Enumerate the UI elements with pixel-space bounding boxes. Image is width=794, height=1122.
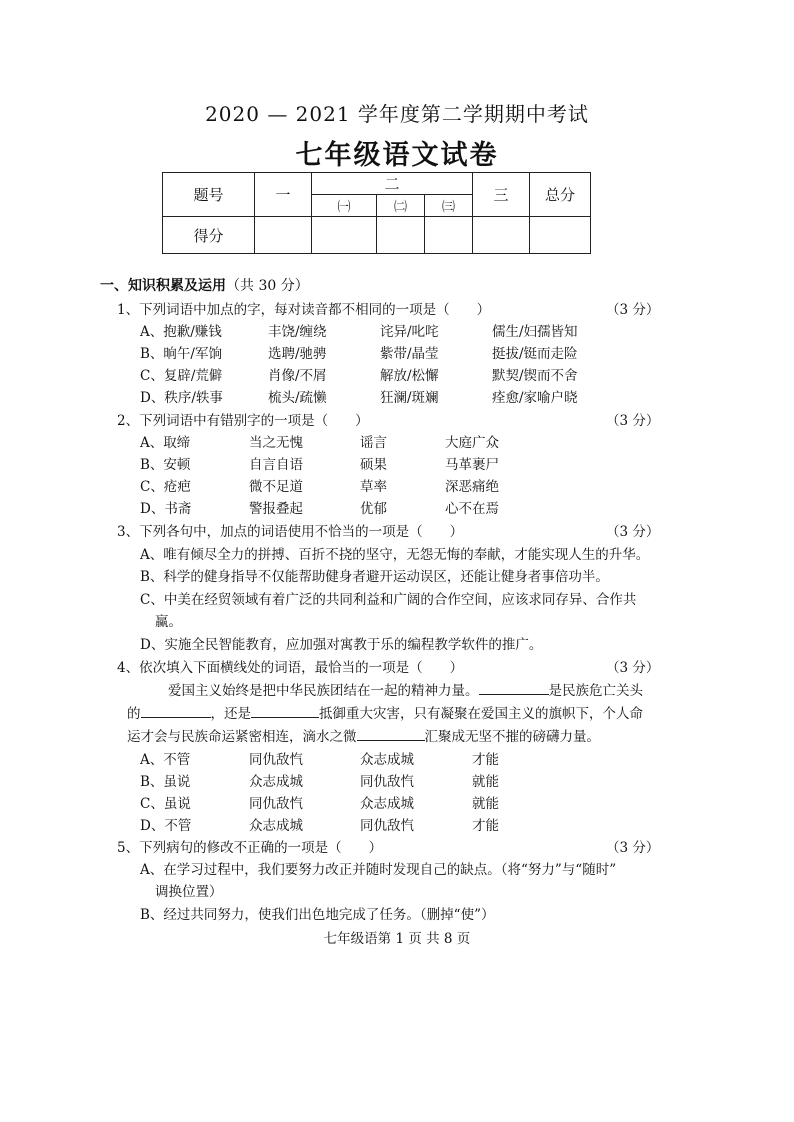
question-3-score: （3 分） <box>606 524 660 540</box>
option-cell: 才能 <box>472 818 499 834</box>
option-cell: 同仇敌忾 <box>249 796 303 812</box>
option-cell: D、书斋 <box>140 501 192 517</box>
section-points: （共 30 分） <box>226 278 309 294</box>
score-table-col-total: 总分 <box>530 173 591 217</box>
option-cell: 硕果 <box>360 457 387 473</box>
question-2-stem: 2、下列词语中有错别字的一项是（ ） <box>117 413 369 429</box>
option-cell: 狂澜/斑斓 <box>380 390 439 406</box>
option-cell: 心不在焉 <box>445 501 499 517</box>
score-table-col-2: 二 <box>312 173 473 195</box>
option-cell: 痊愈/家喻户晓 <box>492 390 578 406</box>
option-cell: 众志成城 <box>360 752 414 768</box>
score-table-label-number: 题号 <box>163 173 255 217</box>
option-cell: 就能 <box>472 774 499 790</box>
question-4-passage-line-1 <box>168 679 643 699</box>
option-cell: B、安顿 <box>140 457 191 473</box>
option-cell: 选聘/驰骋 <box>268 346 327 362</box>
option-cell: C、虽说 <box>140 796 191 812</box>
question-3-option-c-cont: 赢。 <box>155 614 182 630</box>
fill-blank <box>479 682 549 695</box>
option-cell: A、取缔 <box>140 435 191 451</box>
option-cell: 同仇敌忾 <box>249 752 303 768</box>
passage-text: 是民族危亡关头 <box>548 683 643 699</box>
passage-text: 抵御重大灾害，只有凝聚在爱国主义的旗帜下，个人命 <box>319 706 643 722</box>
question-2-score: （3 分） <box>606 413 660 429</box>
option-cell: 肖像/不屑 <box>268 368 327 384</box>
passage-text: 运才会与民族命运紧密相连，滴水之微 <box>127 729 357 745</box>
option-cell: C、疮疤 <box>140 479 191 495</box>
option-cell: 自言自语 <box>249 457 303 473</box>
option-cell: 才能 <box>472 752 499 768</box>
option-cell: 默契/锲而不舍 <box>492 368 578 384</box>
option-cell: 谣言 <box>360 435 387 451</box>
score-cell <box>425 217 473 254</box>
score-table-sub-3: ㈢ <box>425 195 473 217</box>
score-table-label-score: 得分 <box>163 217 255 254</box>
passage-text: 汇聚成无坚不摧的磅礴力量。 <box>424 729 600 745</box>
passage-text: ，还是 <box>210 706 251 722</box>
option-cell: 紫带/晶莹 <box>380 346 439 362</box>
page-footer: 七年级语第 1 页 共 8 页 <box>323 931 471 947</box>
question-3-option-b: B、科学的健身指导不仅能帮助健身者避开运动误区，还能让健身者事倍功半。 <box>140 569 609 585</box>
question-4-passage-line-3 <box>127 725 600 745</box>
passage-text: 爱国主义始终是把中华民族团结在一起的精神力量。 <box>168 683 479 699</box>
question-3-option-d: D、实施全民智能教育，应加强对寓教于乐的编程教学软件的推广。 <box>140 637 543 653</box>
option-cell: 众志成城 <box>249 818 303 834</box>
score-table-col-1: 一 <box>255 173 312 217</box>
option-cell: D、秩序/轶事 <box>140 390 223 406</box>
option-cell: 解放/松懈 <box>380 368 439 384</box>
option-cell: C、复辟/荒僻 <box>140 368 223 384</box>
option-cell: 同仇敌忾 <box>360 818 414 834</box>
fill-blank <box>251 705 319 718</box>
score-cell <box>255 217 312 254</box>
option-cell: A、抱歉/赚钱 <box>140 324 222 340</box>
score-table <box>162 172 591 254</box>
option-cell: 梳头/疏懒 <box>268 390 327 406</box>
passage-text: 的 <box>127 706 141 722</box>
option-cell: 草率 <box>360 479 387 495</box>
question-4-score: （3 分） <box>606 660 660 676</box>
question-3-option-a: A、唯有倾尽全力的拼搏、百折不挠的坚守，无怨无悔的奉献，才能实现人生的升华。 <box>140 547 650 563</box>
option-cell: 众志成城 <box>360 796 414 812</box>
option-cell: 大庭广众 <box>445 435 499 451</box>
option-cell: 挺拔/铤而走险 <box>492 346 578 362</box>
option-cell: 诧异/叱咤 <box>380 324 439 340</box>
score-cell <box>377 217 425 254</box>
exam-paper-title: 七年级语文试卷 <box>295 140 499 171</box>
option-cell: 儒生/妇孺皆知 <box>492 324 578 340</box>
option-cell: 优郁 <box>360 501 387 517</box>
option-cell: B、虽说 <box>140 774 191 790</box>
question-1-score: （3 分） <box>606 302 660 318</box>
option-cell: B、晌午/军饷 <box>140 346 222 362</box>
score-cell <box>312 217 377 254</box>
question-3-stem: 3、下列各句中，加点的词语使用不恰当的一项是（ ） <box>117 524 464 540</box>
fill-blank <box>357 728 425 741</box>
option-cell: 众志成城 <box>249 774 303 790</box>
score-table-sub-1: ㈠ <box>312 195 377 217</box>
option-cell: 就能 <box>472 796 499 812</box>
score-cell <box>473 217 530 254</box>
question-5-option-b: B、经过共同努力，使我们出色地完成了任务。（删掉“使”） <box>140 907 495 923</box>
question-5-stem: 5、下列病句的修改不正确的一项是（ ） <box>117 840 383 856</box>
option-cell: 马革裹尸 <box>445 457 499 473</box>
score-cell <box>530 217 591 254</box>
section-title: 一、知识积累及运用 <box>100 278 226 294</box>
score-table-col-3: 三 <box>473 173 530 217</box>
option-cell: 深恶痛绝 <box>445 479 499 495</box>
fill-blank <box>141 705 211 718</box>
exam-period-title: 2020 — 2021 学年度第二学期期中考试 <box>205 102 589 126</box>
option-cell: 同仇敌忾 <box>360 774 414 790</box>
option-cell: 警报叠起 <box>249 501 303 517</box>
question-3-option-c: C、中美在经贸领域有着广泛的共同利益和广阔的合作空间，应该求同存异、合作共 <box>140 592 637 608</box>
option-cell: 丰饶/缠绕 <box>268 324 327 340</box>
question-4-stem: 4、依次填入下面横线处的词语，最恰当的一项是（ ） <box>117 660 464 676</box>
section-heading <box>100 275 309 295</box>
option-cell: 微不足道 <box>249 479 303 495</box>
question-5-option-a-cont: 调换位置） <box>155 884 223 900</box>
option-cell: 当之无愧 <box>249 435 303 451</box>
question-5-option-a: A、在学习过程中，我们要努力改正并随时发现自己的缺点。（将“努力”与“随时” <box>140 862 617 878</box>
question-5-score: （3 分） <box>606 840 660 856</box>
question-1-stem: 1、下列词语中加点的字，每对读音都不相同的一项是（ ） <box>117 302 491 318</box>
option-cell: D、不管 <box>140 818 192 834</box>
option-cell: A、不管 <box>140 752 191 768</box>
score-table-sub-2: ㈡ <box>377 195 425 217</box>
question-4-passage-line-2 <box>127 702 643 722</box>
